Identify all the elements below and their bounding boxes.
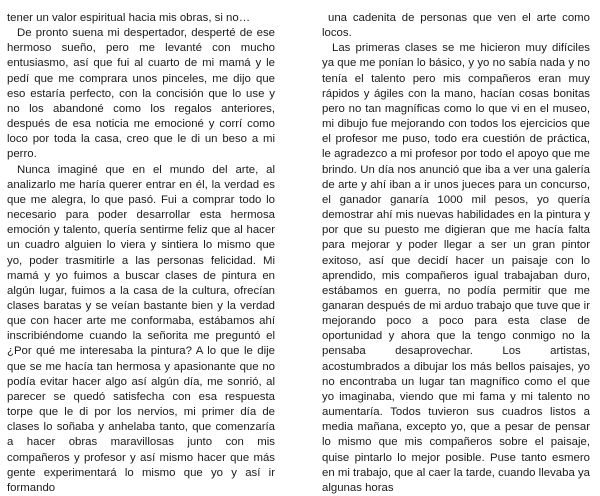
right-page-column [322,11,590,496]
left-page-column [7,11,275,496]
paragraph: Nunca imaginé que en el mundo del arte, al analizarlo me haría querer entrar en él, la verdad es que me alegra, lo que pasó. Fui a comprar todo lo necesario para poder desarrollar esta hermosa emoción y talento, quería sentirme feliz que al hacer un cuadro alguien lo viera y sintiera lo mismo que yo, poder trasmitirle a las personas felicidad. Mi mamá y yo fuimos a buscar clases de pintura en algún lugar, fuimos a la casa de la cultura, ofrecían clases baratas y se veían bastante bien y la verdad que con hacer arte me conformaba, estábamos ahí inscribiéndome cuando la señorita me preguntó el ¿Por qué me interesaba la pintura? A lo que le dije que se me hacía tan hermosa y apasionante que no podía evitar hacer algo así algún día, me sonrió, al parecer se quedó satisfecha con esa respuesta torpe que le di por los nervios, mi primer día de clases lo soñaba y anhelaba tanto, que comenzaría a hacer obras maravillosas junto con mis compañeros y profesor y así mismo hacer que más gente experimentará lo mismo que yo y así ir formando [7,163,275,494]
paragraph: Las primeras clases se me hicieron muy difíciles ya que me ponían lo básico, y yo no sabía nada y no tenía el talento pero mis compañeros eran muy rápidos y ágiles con la mano, hacían cosas bonitas pero no tan magníficas como lo que vi en el museo, mi dibujo fue mejorando con todos los ejercicios que el profesor me puso, todo era cuestión de práctica, le agradezco a mi profesor por todo el apoyo que me brindo. Un día nos anunció que iba a ver una galería de arte y ahí iban a ir unos jueces para un concurso, el ganador ganaría 1000 mil pesos, yo quería demostrar ahí mis nuevas habilidades en la pintura y por que su puesto me digieran que me hacía falta para mejorar y poder llegar a ser un gran pintor exitoso, así que decidí hacer un paisaje con lo aprendido, mis compañeros igual trabajaban duro, estábamos en guerra, no podía permitir que me ganaran después de mi arduo trabajo que tuve que ir mejorando poco a poco para esta clase de oportunidad y ahora que la tengo conmigo no la pensaba desaprovechar. Los artistas, acostumbrados a dibujar los más bellos paisajes, yo no encontraba un lugar tan magnífico como el que yo imaginaba, viendo que mi fama y mi talento no aumentaría. Todos tuvieron sus cuadros listos a media mañana, excepto yo, que a pesar de pensar lo mismo que mis compañeros sobre el paisaje, quise pintarlo lo mejor posible. Puse tanto esmero en mi trabajo, que al caer la tarde, cuando llevaba ya algunas horas [322,42,590,494]
paragraph: una cadenita de personas que ven el arte como locos. [322,12,590,40]
paragraph: tener un valor espiritual hacia mis obras, si no… [7,12,251,24]
paragraph: De pronto suena mi despertador, desperté de ese hermoso sueño, pero me levanté con mucho entusiasmo, así que fui al cuarto de mi mamá y le pedí que me comprara unos pinceles, me dijo que eso estaría perfecto, con la concisión que lo use y no los abandoné como los regalos anteriores, después de esa noticia me emocioné y corrí como loco por toda la casa, creo que le di un beso a mi perro. [7,27,275,161]
